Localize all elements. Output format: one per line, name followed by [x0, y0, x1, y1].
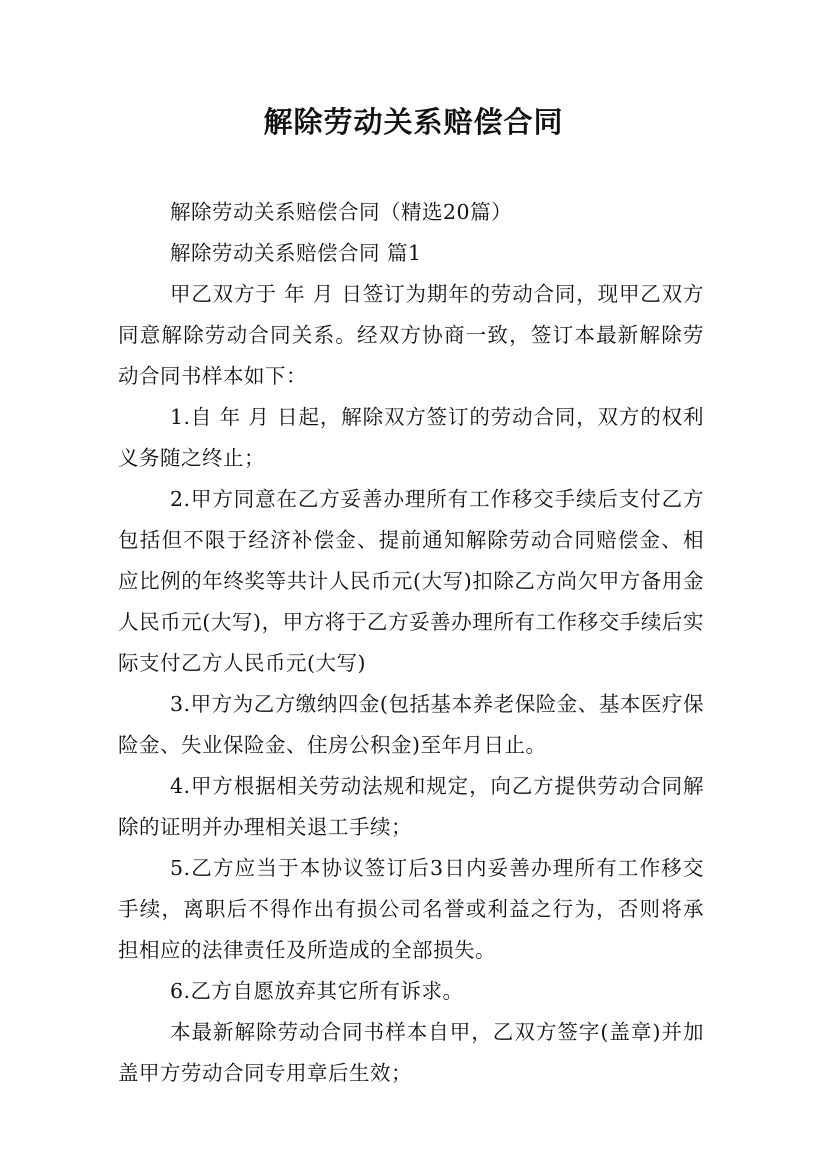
paragraph-clause-1: 1.自 年 月 日起，解除双方签订的劳动合同，双方的权利义务随之终止；	[118, 405, 704, 470]
paragraph-effective: 本最新解除劳动合同书样本自甲，乙双方签字(盖章)并加盖甲方劳动合同专用章后生效；	[118, 1020, 704, 1085]
paragraph-clause-4: 4.甲方根据相关劳动法规和规定，向乙方提供劳动合同解除的证明并办理相关退工手续；	[118, 774, 704, 839]
paragraph-subtitle: 解除劳动关系赔偿合同（精选20篇）	[170, 200, 513, 224]
paragraph-clause-3: 3.甲方为乙方缴纳四金(包括基本养老保险金、基本医疗保险金、失业保险金、住房公积金)至年月日止。	[118, 692, 704, 757]
paragraph-clause-6: 6.乙方自愿放弃其它所有诉求。	[170, 979, 464, 1003]
paragraph-intro: 甲乙双方于 年 月 日签订为期年的劳动合同，现甲乙双方同意解除劳动合同关系。经双方协商一致，签订本最新解除劳动合同书样本如下：	[118, 282, 704, 388]
paragraph-clause-2: 2.甲方同意在乙方妥善办理所有工作移交手续后支付乙方包括但不限于经济补偿金、提前通知解除劳动合同赔偿金、相应比例的年终奖等共计人民币元(大写)扣除乙方尚欠甲方备用金人民币元(大写)，甲方将于乙方妥善办理所有工作移交手续后实际支付乙方人民币元(大写)	[118, 487, 704, 675]
paragraph-clause-5: 5.乙方应当于本协议签订后3日内妥善办理所有工作移交手续，离职后不得作出有损公司名誉或利益之行为，否则将承担相应的法律责任及所造成的全部损失。	[118, 856, 704, 962]
document-body	[118, 192, 704, 1094]
paragraph-section-heading: 解除劳动关系赔偿合同 篇1	[170, 241, 422, 265]
document-title: 解除劳动关系赔偿合同	[263, 105, 564, 139]
